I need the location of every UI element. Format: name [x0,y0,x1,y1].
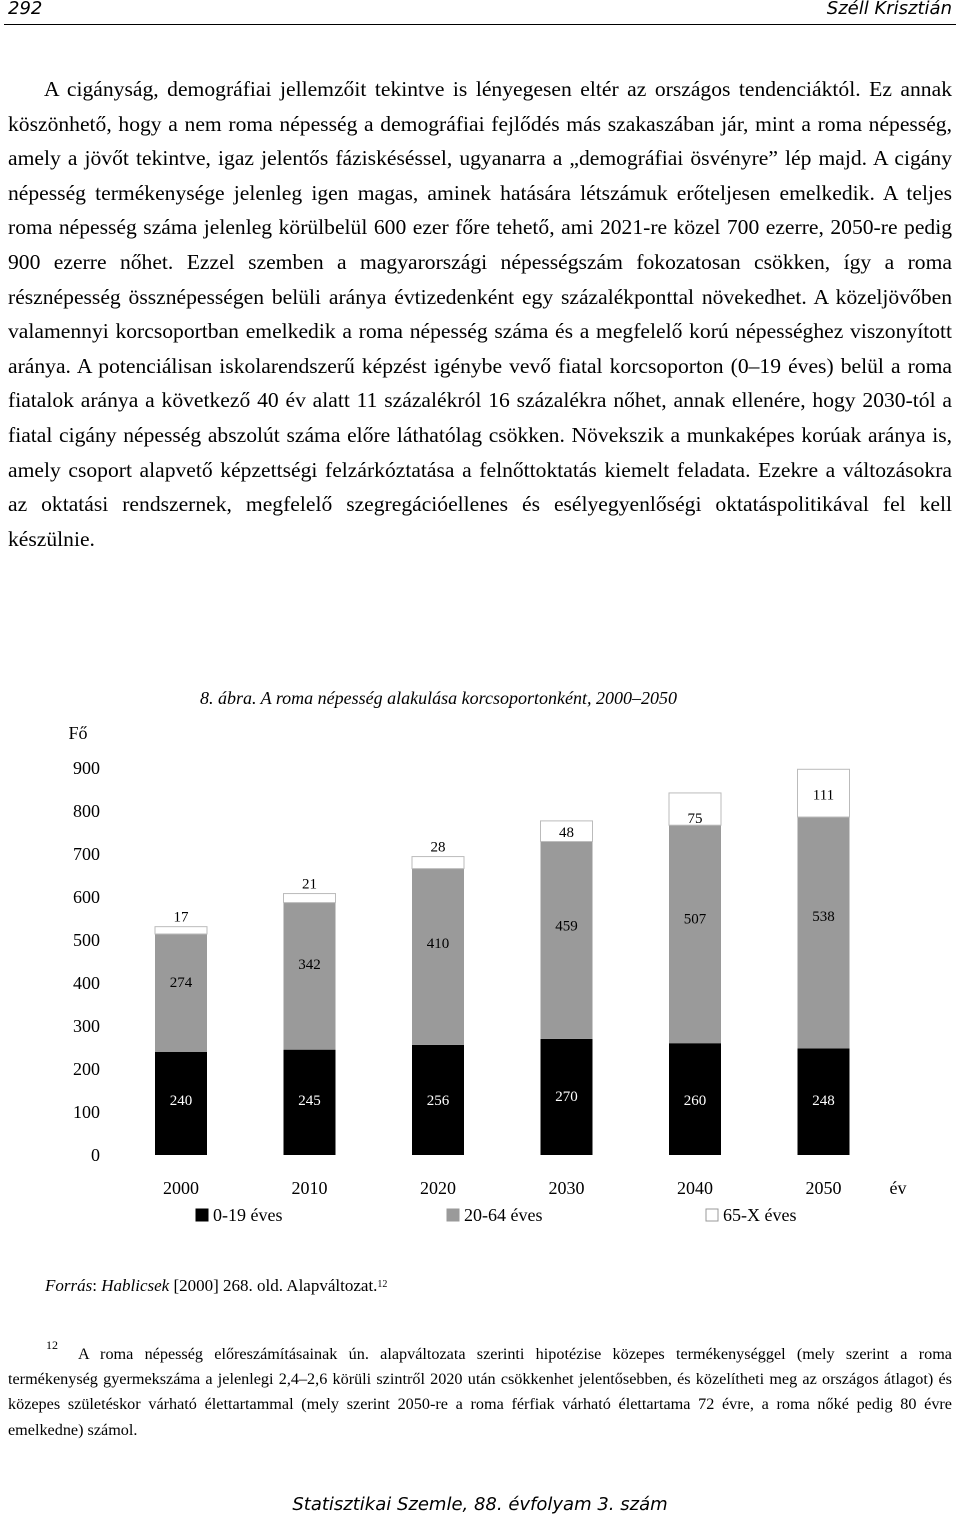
data-label: 21 [302,876,317,893]
x-axis-label: év [889,1178,907,1198]
bar-segment [412,857,464,869]
page-header [0,0,960,24]
source-label: Forrás [45,1276,93,1295]
data-label: 410 [426,935,450,952]
data-label: 75 [687,810,703,827]
source-author: Hablicsek [101,1276,170,1295]
y-tick-label: 0 [91,1145,100,1165]
data-label: 48 [559,824,574,841]
y-tick-label: 300 [73,1016,100,1036]
x-tick-label: 2030 [548,1178,585,1198]
bar-segment [412,869,464,1045]
y-tick-label: 200 [73,1059,100,1079]
data-label: 507 [683,911,707,928]
y-tick-label: 500 [73,930,100,950]
body-paragraph: A cigányság, demográfiai jellemzőit tekintve is lényegesen eltér az országos tendenciáktól. Ez annak köszönhető, hogy a nem roma népesség a demográfiai fejlődés más szakaszában jár, mint a roma népesség, amely a jövőt tekintve, igaz jelentős fáziskéséssel, ugyanarra a „demográfiai ösvényre” lép majd. A cigány népesség termékenysége jelenleg igen magas, aminek hatására létszámuk erőteljesen emelkedik. A teljes roma népesség száma jelenleg körülbelül 600 ezer főre tehető, ami 2021-re közel 700 ezerre, 2050-re pedig 900 ezerre nőhet. Ezzel szemben a magyarországi népességszám fokozatosan csökken, így a roma résznépesség össznépességen belüli aránya évtizedenként egy százalékponttal növekedhet. A közeljövőben valamennyi korcsoportban emelkedik a roma népesség száma és a megfelelő korú népességhez viszonyított aránya. A potenciálisan iskolarendszerű képzést igénybe vevő fiatal korcsoporton (0–19 éves) belül a roma fiatalok aránya a következő 40 év alatt 11 százalékról 16 százalékra nőhet, annak ellenére, hogy 2030-tól a fiatal cigány népesség abszolút száma előre láthatólag csökken. Növekszik a munkaképes korúak aránya is, amely csoport alapvető képzettségi felzárkóztatása a felnőttoktatás kiemelt feladata. Ezekre a változásokra az oktatási rendszernek, megfelelő szegregációellenes és esélyegyenlőségi oktatáspolitikával fel kell készülnie. [8,77,952,551]
y-tick-label: 700 [73,844,100,864]
source-note-ref: 12 [377,1279,388,1290]
legend-label: 0-19 éves [213,1205,283,1225]
bar-segment [155,927,207,934]
page-footer: Statisztikai Szemle, 88. évfolyam 3. szám [292,1494,668,1515]
data-label: 538 [812,909,835,926]
data-label: 17 [173,909,189,926]
figure-source: Forrás: Hablicsek [2000] 268. old. Alapváltozat.$^{12}$ [45,1276,388,1295]
x-tick-label: 2000 [163,1178,199,1198]
figure-title: 8. ábra. A roma népesség alakulása korcsoportonként, 2000–2050 [200,688,677,708]
x-tick-label: 2010 [291,1178,328,1198]
y-tick-label: 600 [73,887,100,907]
bar-segment [155,934,207,1052]
stacked-bar-chart [0,710,960,1260]
x-tick-label: 2020 [420,1178,456,1198]
data-label: 459 [555,918,578,935]
y-tick-label: 800 [73,801,100,821]
data-label: 260 [683,1093,707,1109]
header-rule [4,24,956,25]
data-label: 270 [555,1089,578,1105]
legend-label: 65-X éves [723,1205,797,1225]
bar-segment [284,903,336,1050]
data-label: 245 [298,1093,321,1109]
y-tick-label: 900 [73,758,100,778]
legend-label: 20-64 éves [464,1205,543,1225]
bar-segment [541,842,593,1039]
footnote-number: 12 [46,1338,58,1352]
bar-segment [284,894,336,903]
source-details: [2000] 268. old. Alapváltozat. [169,1276,378,1295]
bar-segment [798,817,850,1048]
bar-segment [669,825,721,1043]
legend-swatch [706,1209,718,1221]
data-label: 256 [426,1093,450,1109]
data-label: 274 [169,974,193,991]
page-number: 292 [8,0,43,19]
data-label: 28 [430,839,446,856]
x-tick-label: 2040 [677,1178,713,1198]
legend-swatch [196,1209,208,1221]
y-axis-label: Fő [68,723,88,743]
x-tick-label: 2050 [805,1178,842,1198]
legend-swatch [447,1209,459,1221]
running-author: Széll Krisztián [826,0,952,19]
footnote-text: A roma népesség előreszámításainak ún. alapváltozata szerinti hipotézise közepes termékenységgel (mely szerint a roma termékenység gyermekszáma a jelenlegi 2,4–2,6 körüli szintről 2020 után csökkenhet jelentősebben, és közelítheti meg az országos átlagot) és közepes születéskor várható élettartammal (mely szerint 2050-re a roma férfiak várható élettartama 72 évre, a roma nőké pedig 80 évre emelkedne) számol. [8,1345,952,1439]
data-label: 248 [812,1093,835,1109]
data-label: 111 [812,787,835,804]
data-label: 240 [169,1093,193,1109]
y-tick-label: 100 [73,1102,100,1122]
y-tick-label: 400 [73,973,100,993]
data-label: 342 [298,956,321,973]
